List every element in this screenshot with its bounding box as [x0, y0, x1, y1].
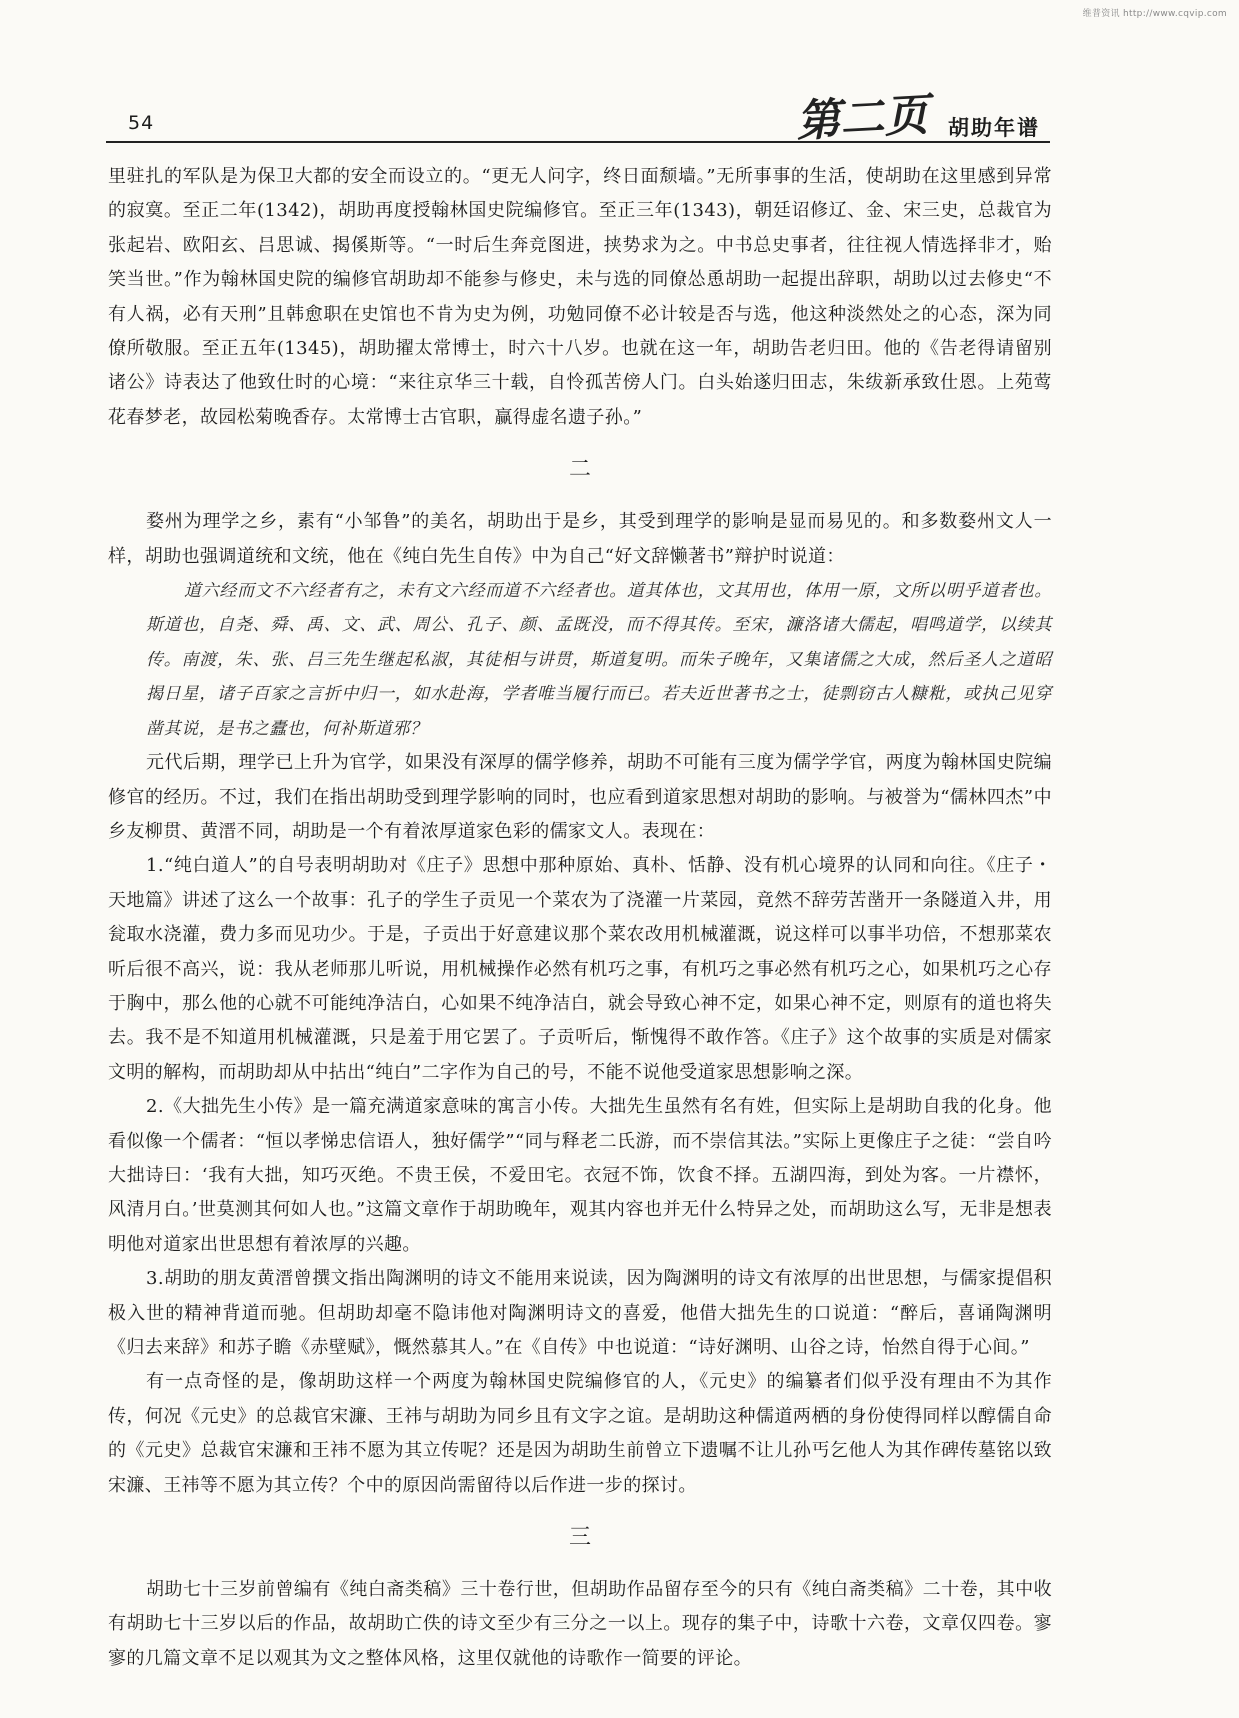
block-quote: 道六经而文不六经者有之，未有文六经而道不六经者也。道其体也，文其用也，体用一原，文所以明乎道者也。斯道也，自尧、舜、禹、文、武、周公、孔子、颜、孟既没，而不得其传。至宋，濂洛诸大儒起，唱鸣道学，以续其传。南渡，朱、张、吕三先生继起私淑，其徒相与讲贯，斯道复明。而朱子晚年，又集诸儒之大成，然后圣人之道昭揭日星，诸子百家之言折中归一，如水赴海，学者唯当履行而已。若夫近世著书之士，徒剽窃古人糠粃，或执己见穿凿其说，是书之蠹也，何补斯道邪？ [146, 581, 1052, 739]
article-body [108, 160, 1052, 1676]
paragraph-2: 婺州为理学之乡，素有“小邹鲁”的美名，胡助出于是乡，其受到理学的影响是显而易见的。和多数婺州文人一样，胡助也强调道统和文统，他在《纯白先生自传》中为自己“好文辞懒著书”辩护时说道： [108, 511, 1052, 567]
section-heading-2: 二 [568, 457, 591, 483]
handwritten-note: 第二页 [794, 89, 930, 148]
paragraph-7: 有一点奇怪的是，像胡助这样一个两度为翰林国史院编修官的人，《元史》的编纂者们似乎没有理由不为其作传，何况《元史》的总裁官宋濂、王祎与胡助为同乡且有文字之谊。是胡助这种儒道两栖的身份使得同样以醇儒自命的《元史》总裁官宋濂和王祎不愿为其立传呢？还是因为胡助生前曾立下遗嘱不让儿孙丐乞他人为其作碑传墓铭以致宋濂、王祎等不愿为其立传？个中的原因尚需留待以后作进一步的探讨。 [108, 1371, 1052, 1496]
paragraph-3: 元代后期，理学已上升为官学，如果没有深厚的儒学修养，胡助不可能有三度为儒学学官，两度为翰林国史院编修官的经历。不过，我们在指出胡助受到理学影响的同时，也应看到道家思想对胡助的影响。与被誉为“儒林四杰”中乡友柳贯、黄溍不同，胡助是一个有着浓厚道家色彩的儒家文人。表现在： [108, 752, 1052, 842]
section-heading-3: 三 [568, 1525, 591, 1551]
page-header [106, 89, 1050, 148]
paragraph-5: 2.《大拙先生小传》是一篇充满道家意味的寓言小传。大拙先生虽然有名有姓，但实际上是胡助自我的化身。他看似像一个儒者：“恒以孝悌忠信语人，独好儒学”“同与释老二氏游，而不崇信其法。”实际上更像庄子之徒：“尝自吟大拙诗曰：‘我有大拙，知巧灭绝。不贵王侯，不爱田宅。衣冠不饰，饮食不择。五湖四海，到处为客。一片襟怀，风清月白。’世莫测其何如人也。”这篇文章作于胡助晚年，观其内容也并无什么特异之处，而胡助这么写，无非是想表明他对道家出世思想有着浓厚的兴趣。 [108, 1096, 1052, 1255]
page-number: 54 [128, 112, 155, 134]
paragraph-6: 3.胡助的朋友黄溍曾撰文指出陶渊明的诗文不能用来说读，因为陶渊明的诗文有浓厚的出世思想，与儒家提倡积极入世的精神背道而驰。但胡助却毫不隐讳他对陶渊明诗文的喜爱，他借大拙先生的口说道：“醉后，喜诵陶渊明《归去来辞》和苏子瞻《赤壁赋》，慨然慕其人。”在《自传》中也说道：“诗好渊明、山谷之诗，怡然自得于心间。” [108, 1268, 1052, 1358]
header-rule [106, 141, 1050, 143]
paragraph-4: 1.“纯白道人”的自号表明胡助对《庄子》思想中那种原始、真朴、恬静、没有机心境界的认同和向往。《庄子・天地篇》讲述了这么一个故事：孔子的学生子贡见一个菜农为了浇灌一片菜园，竟然不辞劳苦凿开一条隧道入井，用瓮取水浇灌，费力多而见功少。于是，子贡出于好意建议那个菜农改用机械灌溉，说这样可以事半功倍，不想那菜农听后很不高兴，说：我从老师那儿听说，用机械操作必然有机巧之事，有机巧之事必然有机巧之心，如果机巧之心存于胸中，那么他的心就不可能纯净洁白，心如果不纯净洁白，就会导致心神不定，如果心神不定，则原有的道也将失去。我不是不知道用机械灌溉，只是羞于用它罢了。子贡听后，惭愧得不敢作答。《庄子》这个故事的实质是对儒家文明的解构，而胡助却从中拈出“纯白”二字作为自己的号，不能不说他受道家思想影响之深。 [108, 855, 1052, 1083]
paragraph-1: 里驻扎的军队是为保卫大都的安全而设立的。“更无人问字，终日面颓墙。”无所事事的生活，使胡助在这里感到异常的寂寞。至正二年(1342)，胡助再度授翰林国史院编修官。至正三年(1343)，朝廷诏修辽、金、宋三史，总裁官为张起岩、欧阳玄、吕思诚、揭傒斯等。“一时后生奔竞图进，挟势求为之。中书总史事者，往往视人情选择非才，贻笑当世。”作为翰林国史院的编修官胡助却不能参与修史，未与选的同僚怂恿胡助一起提出辞职，胡助以过去修史“不有人祸，必有天刑”且韩愈职在史馆也不肯为史为例，功勉同僚不必计较是否与选，他这种淡然处之的心态，深为同僚所敬服。至正五年(1345)，胡助擢太常博士，时六十八岁。也就在这一年，胡助告老归田。他的《告老得请留别诸公》诗表达了他致仕时的心境：“来往京华三十载，自怜孤苦傍人门。白头始遂归田志，朱绂新承致仕恩。上苑莺花春梦老，故园松菊晚香存。太常博士古官职，赢得虚名遗子孙。” [108, 166, 1052, 428]
running-title: 胡助年谱 [948, 116, 1040, 140]
watermark: 维普资讯 http://www.cqvip.com [1082, 9, 1227, 19]
paragraph-8: 胡助七十三岁前曾编有《纯白斋类稿》三十卷行世，但胡助作品留存至今的只有《纯白斋类稿》二十卷，其中收有胡助七十三岁以后的作品，故胡助亡佚的诗文至少有三分之一以上。现存的集子中，诗歌十六卷，文章仅四卷。寥寥的几篇文章不足以观其为文之整体风格，这里仅就他的诗歌作一简要的评论。 [108, 1579, 1052, 1669]
